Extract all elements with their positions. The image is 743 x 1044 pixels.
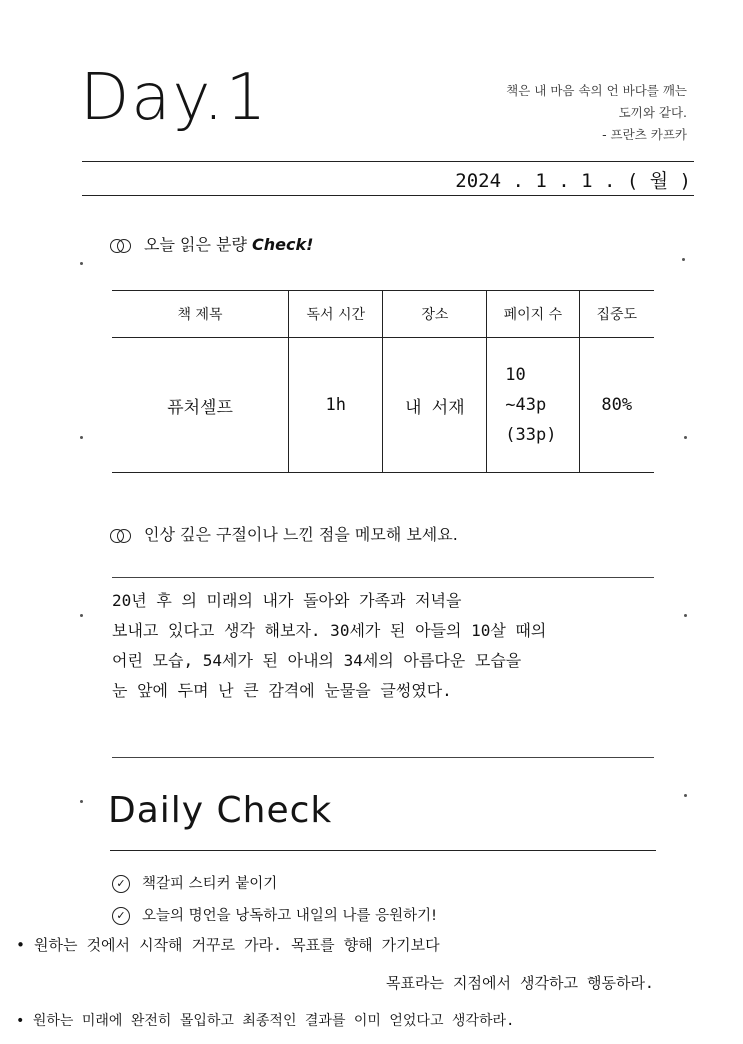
check-circle-icon: ✓ — [112, 907, 130, 925]
cell-book-title: 퓨처셀프 — [112, 338, 289, 473]
daily-check-rule — [110, 850, 656, 851]
margin-dot — [684, 614, 687, 617]
margin-dot — [80, 614, 83, 617]
daily-check-title: Daily Check — [108, 790, 333, 831]
date: 2024 . 1 . 1 . ( 월 ) — [455, 170, 691, 192]
margin-dot — [682, 258, 685, 261]
header-rule — [82, 161, 694, 162]
handwritten-note-3: • 원하는 미래에 완전히 몰입하고 최종적인 결과를 이미 얻었다고 생각하라. — [16, 1013, 515, 1029]
cell-pages — [487, 338, 579, 473]
memo-line-1: 20년 후 의 미래의 내가 돌아와 가족과 저녁을 — [112, 591, 462, 610]
memo-text — [112, 586, 652, 706]
double-circle-icon — [110, 238, 134, 254]
reading-section-title: 오늘 읽은 분량 Check! — [110, 232, 313, 255]
header-book-title: 책 제목 — [112, 291, 289, 338]
memo-section-title: 인상 깊은 구절이나 느낀 점을 메모해 보세요. — [110, 522, 458, 545]
double-circle-icon — [110, 528, 134, 544]
quote-line-2: 도끼와 같다. — [618, 105, 687, 120]
quote-line-1: 책은 내 마음 속의 언 바다를 깨는 — [506, 83, 687, 98]
handwritten-note-2: 목표라는 지점에서 생각하고 행동하라. — [386, 974, 654, 992]
header-reading-time: 독서 시간 — [289, 291, 383, 338]
header-focus: 집중도 — [579, 291, 654, 338]
pages-line-2: ~43p — [505, 395, 547, 415]
memo-bottom-rule — [112, 757, 654, 758]
margin-dot — [80, 800, 83, 803]
cell-reading-time: 1h — [289, 338, 383, 473]
memo-line-3: 어린 모습, 54세가 된 아내의 34세의 아름다운 모습을 — [112, 651, 522, 670]
memo-line-4: 눈 앞에 두며 난 큰 감격에 눈물을 글썽였다. — [112, 681, 452, 700]
pages-line-3: (33p) — [505, 425, 557, 445]
memo-line-2: 보내고 있다고 생각 해보자. 30세가 된 아들의 10살 때의 — [112, 621, 547, 640]
margin-dot — [80, 262, 83, 265]
handwritten-note-1: • 원하는 것에서 시작해 거꾸로 가라. 목표를 향해 가기보다 — [16, 936, 440, 954]
header-pages: 페이지 수 — [487, 291, 579, 338]
quote-author: - 프란츠 카프카 — [602, 127, 687, 142]
margin-dot — [684, 436, 687, 439]
margin-dot — [80, 436, 83, 439]
date-rule — [82, 195, 694, 196]
check-circle-icon: ✓ — [112, 875, 130, 893]
day-title: Day.1 — [80, 61, 269, 135]
table-row — [112, 338, 654, 473]
check-item-1[interactable]: ✓ 책갈피 스티커 붙이기 — [112, 872, 277, 893]
memo-top-rule — [112, 577, 654, 578]
header-place: 장소 — [383, 291, 487, 338]
pages-line-1: 10 — [505, 365, 526, 385]
reading-log-table — [112, 290, 654, 473]
margin-dot — [684, 794, 687, 797]
table-header-row — [112, 291, 654, 338]
cell-focus: 80% — [579, 338, 654, 473]
check-item-2[interactable]: ✓ 오늘의 명언을 낭독하고 내일의 나를 응원하기! — [112, 904, 437, 925]
quote — [427, 80, 687, 146]
cell-place: 내 서재 — [383, 338, 487, 473]
